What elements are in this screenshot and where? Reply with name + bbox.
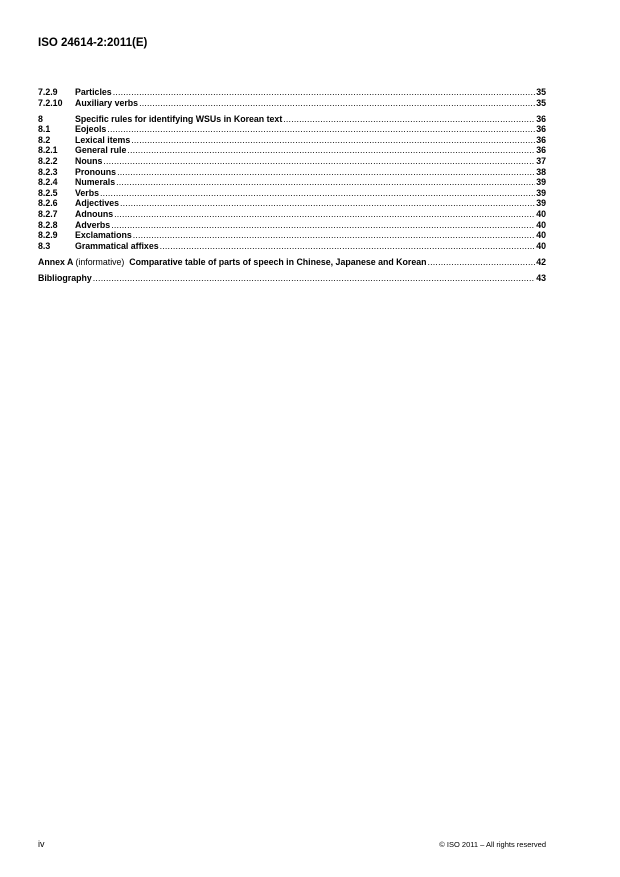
- dot-leader: [133, 230, 535, 241]
- toc-entry-page: 39: [536, 198, 546, 209]
- toc-entry-page: 38: [536, 166, 546, 177]
- toc-entry-page: 36: [536, 134, 546, 145]
- toc-entry-page: 43: [536, 273, 546, 283]
- toc-entry-page: 40: [536, 230, 546, 241]
- toc-entry-8-2-4[interactable]: [38, 177, 546, 188]
- dot-leader: [160, 241, 536, 252]
- annex-title: [38, 257, 427, 268]
- dot-leader: [113, 87, 536, 98]
- page-number: iv: [38, 839, 45, 849]
- toc-entry-bibliography[interactable]: [38, 273, 546, 284]
- dot-leader: [131, 135, 535, 146]
- table-of-contents: [38, 87, 546, 284]
- toc-entry-title: Eojeols: [75, 124, 107, 135]
- toc-entry-number: 8.2.1: [38, 145, 58, 156]
- dot-leader: [100, 188, 535, 199]
- toc-entry-7-2-10[interactable]: [38, 98, 546, 109]
- toc-entry-number: 7.2.9: [38, 87, 58, 97]
- toc-entry-title: Grammatical affixes: [75, 240, 159, 251]
- toc-entry-8[interactable]: [38, 114, 546, 125]
- toc-entry-page: 36: [536, 113, 546, 124]
- toc-entry-number: 8: [38, 113, 43, 124]
- toc-entry-title: Lexical items: [75, 134, 131, 145]
- toc-entry-number: 8.1: [38, 124, 51, 135]
- toc-entry-title: Adverbs: [75, 219, 111, 230]
- toc-entry-title: Auxiliary verbs: [75, 97, 139, 108]
- toc-entry-number: 8.2.8: [38, 219, 58, 230]
- toc-entry-number: 8.2.4: [38, 177, 58, 188]
- toc-entry-page: 39: [536, 177, 546, 188]
- toc-entry-8-2-1[interactable]: [38, 145, 546, 156]
- annex-heading: Comparative table of parts of speech in Chinese, Japanese and Korean: [129, 256, 427, 267]
- document-header: ISO 24614-2:2011(E): [38, 37, 148, 49]
- dot-leader: [120, 198, 535, 209]
- annex-qualifier: (informative): [75, 256, 125, 267]
- toc-entry-title: Exclamations: [75, 230, 132, 241]
- toc-entry-page: 36: [536, 145, 546, 156]
- toc-entry-title: Verbs: [75, 187, 99, 198]
- toc-entry-title: Specific rules for identifying WSUs in Korean text: [75, 113, 283, 124]
- toc-entry-number: 8.2.9: [38, 230, 58, 241]
- toc-entry-title: Particles: [75, 87, 112, 97]
- toc-entry-title: Pronouns: [75, 166, 117, 177]
- dot-leader: [107, 124, 535, 135]
- toc-entry-title: Adnouns: [75, 209, 114, 220]
- toc-entry-title: Numerals: [75, 177, 116, 188]
- toc-entry-page: 35: [536, 87, 546, 97]
- toc-entry-8-2-7[interactable]: [38, 209, 546, 220]
- toc-entry-title: Nouns: [75, 156, 103, 167]
- toc-entry-number: 8.2.2: [38, 156, 58, 167]
- toc-entry-page: 37: [536, 156, 546, 167]
- toc-entry-number: 7.2.10: [38, 97, 63, 108]
- dot-leader: [103, 156, 535, 167]
- dot-leader: [139, 98, 535, 109]
- dot-leader: [283, 114, 535, 125]
- toc-entry-number: 8.2.6: [38, 198, 58, 209]
- dot-leader: [114, 209, 535, 220]
- dot-leader: [93, 273, 535, 284]
- dot-leader: [117, 167, 535, 178]
- toc-entry-number: 8.2: [38, 134, 51, 145]
- toc-entry-annex-a[interactable]: [38, 257, 546, 268]
- toc-entry-page: 40: [536, 219, 546, 230]
- toc-entry-8-2-3[interactable]: [38, 167, 546, 178]
- toc-entry-8-2-2[interactable]: [38, 156, 546, 167]
- toc-entry-7-2-9[interactable]: [38, 87, 546, 98]
- toc-entry-number: 8.2.7: [38, 209, 58, 220]
- toc-entry-8-2-5[interactable]: [38, 188, 546, 199]
- dot-leader: [428, 257, 536, 268]
- toc-entry-number: 8.2.3: [38, 166, 58, 177]
- dot-leader: [127, 145, 535, 156]
- toc-entry-page: 42: [536, 256, 546, 267]
- toc-entry-8-3[interactable]: [38, 241, 546, 252]
- toc-entry-number: 8.2.5: [38, 187, 58, 198]
- toc-entry-8-2[interactable]: [38, 135, 546, 146]
- toc-entry-page: 40: [536, 209, 546, 220]
- dot-leader: [111, 220, 535, 231]
- toc-entry-8-2-9[interactable]: [38, 230, 546, 241]
- toc-entry-title: General rule: [75, 145, 127, 156]
- toc-entry-8-2-8[interactable]: [38, 220, 546, 231]
- toc-entry-title: Adjectives: [75, 198, 120, 209]
- toc-entry-page: 40: [536, 240, 546, 251]
- toc-entry-title: Bibliography: [38, 273, 92, 283]
- toc-entry-8-1[interactable]: [38, 124, 546, 135]
- annex-label: Annex A: [38, 256, 74, 267]
- toc-entry-page: 36: [536, 124, 546, 135]
- toc-entry-page: 39: [536, 187, 546, 198]
- copyright-notice: © ISO 2011 – All rights reserved: [439, 840, 546, 849]
- toc-entry-page: 35: [536, 97, 546, 108]
- toc-entry-8-2-6[interactable]: [38, 198, 546, 209]
- dot-leader: [116, 177, 535, 188]
- toc-entry-number: 8.3: [38, 240, 51, 251]
